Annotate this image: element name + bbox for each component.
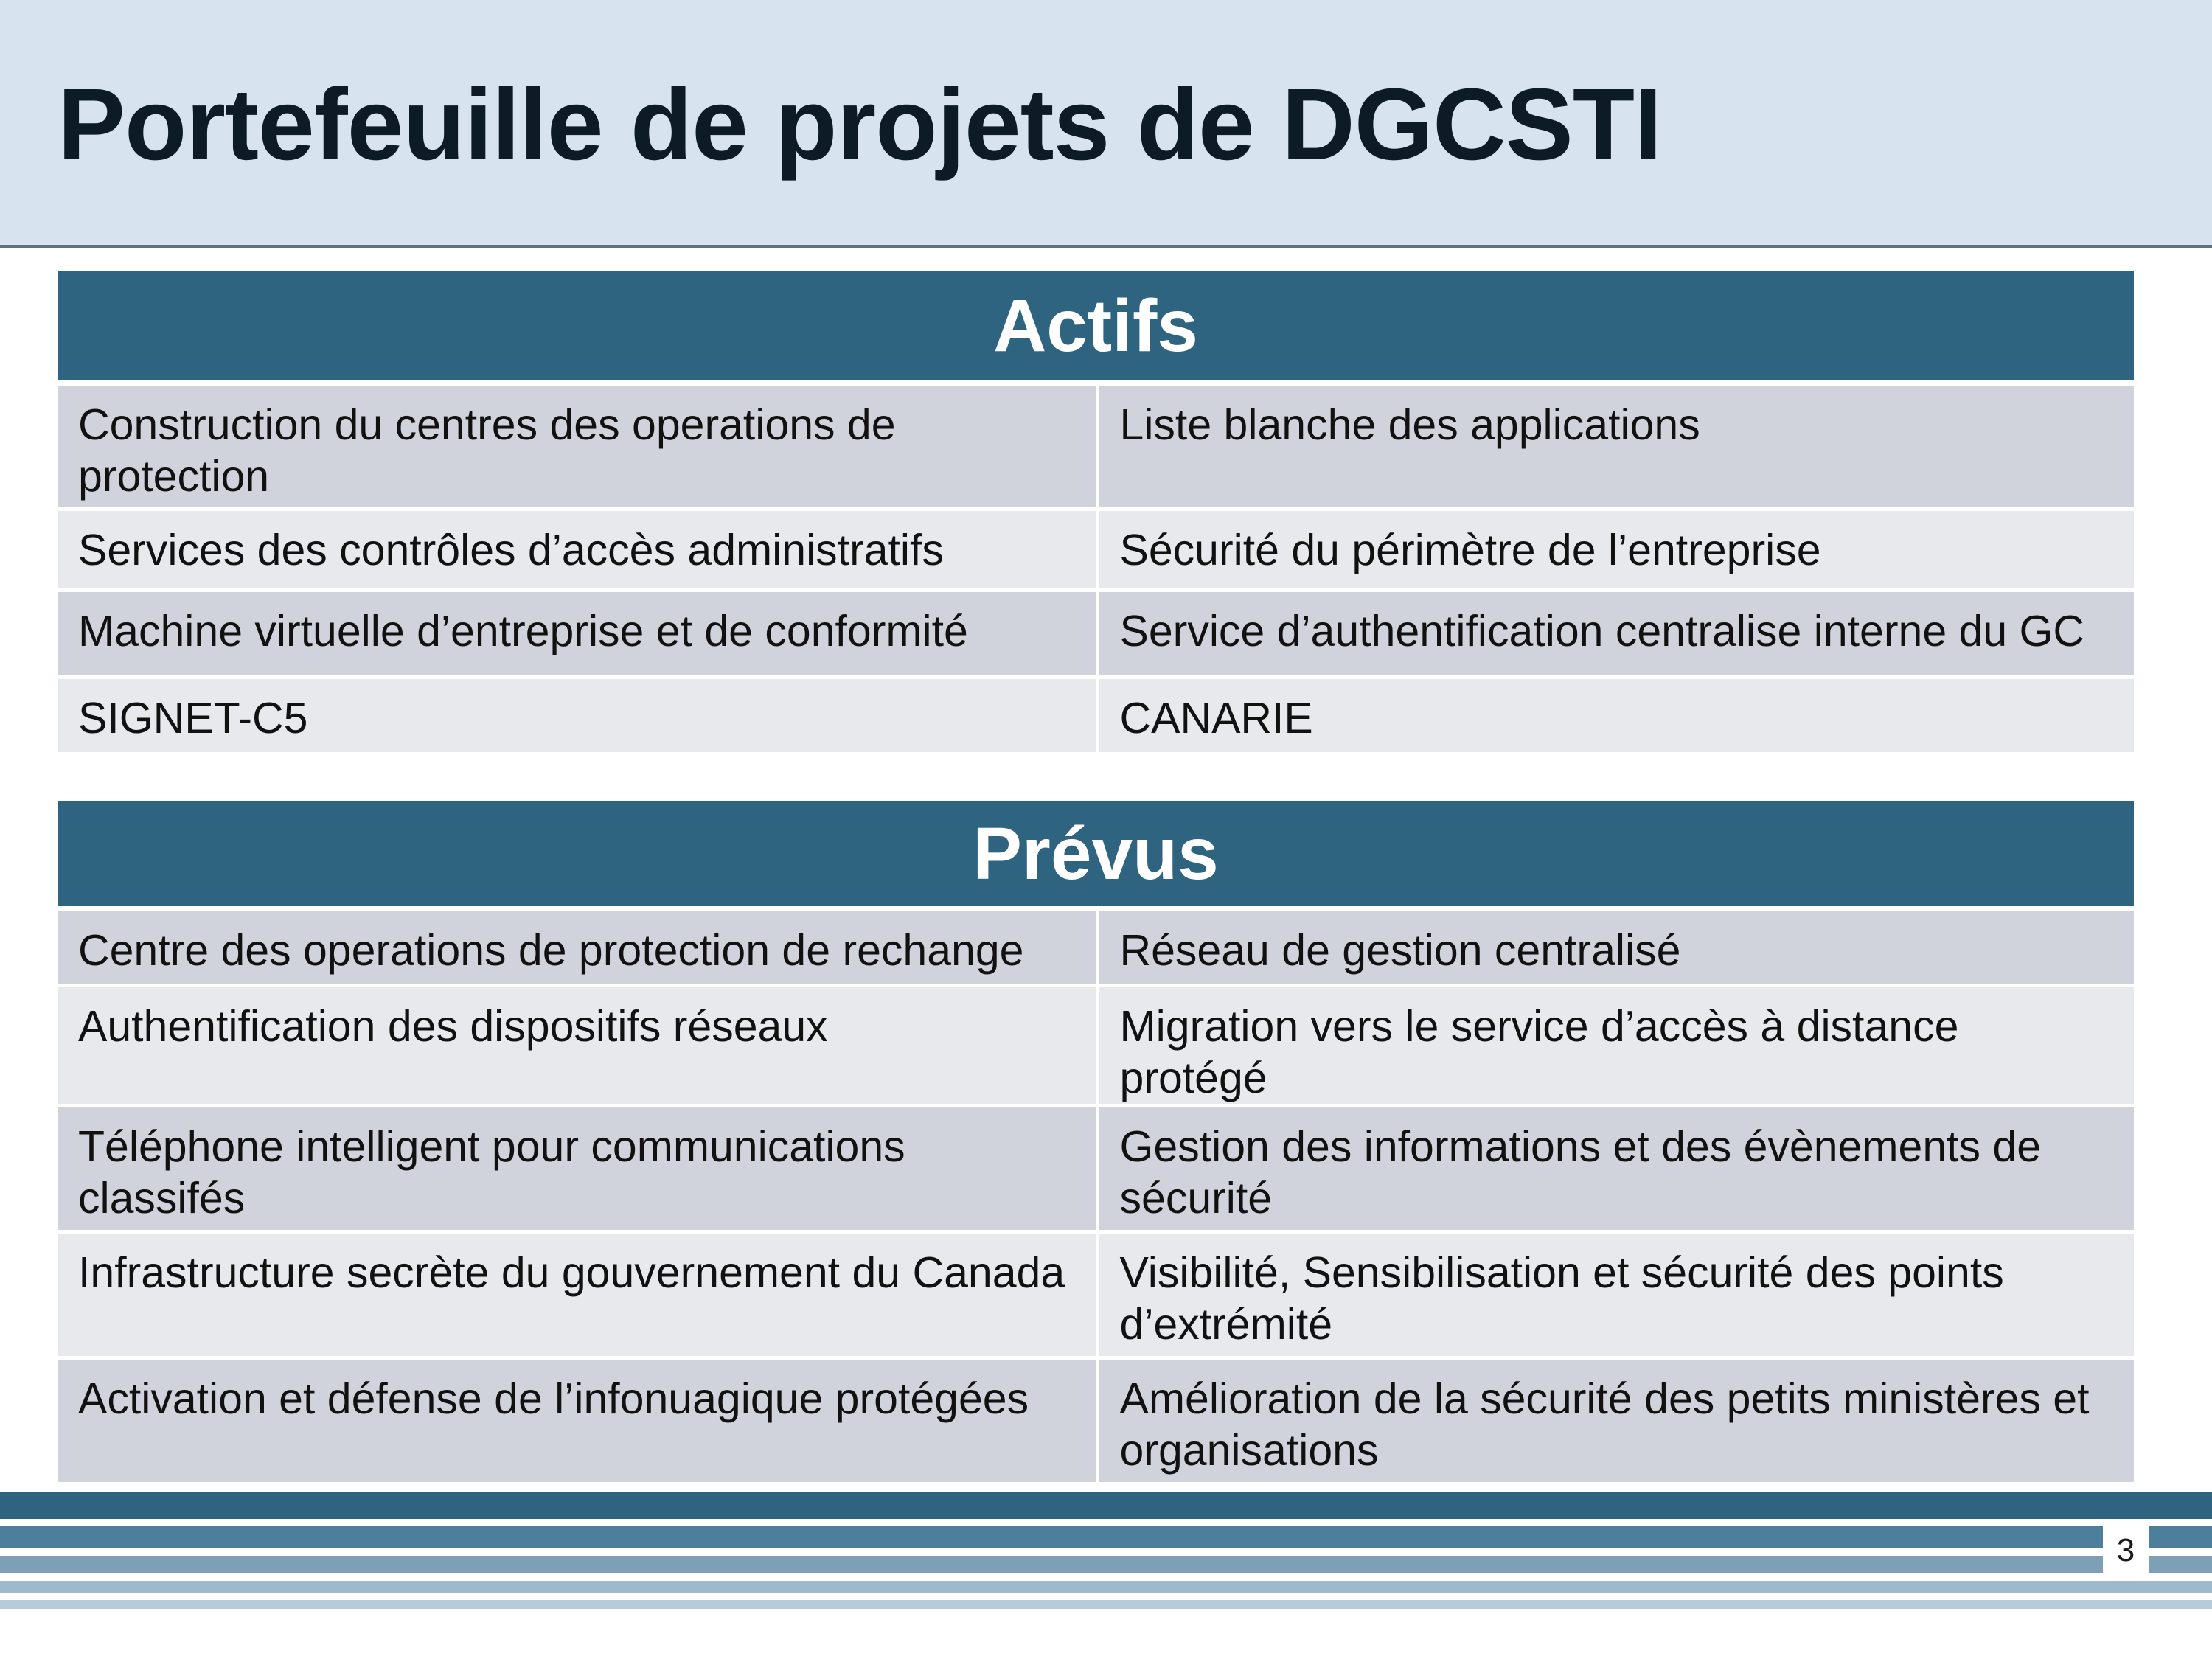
actifs-heading: Actifs [58,271,2134,383]
prevus-table [58,801,2134,1486]
table-row [58,678,2134,754]
table-cell: Réseau de gestion centralisé [1097,909,2134,986]
slide-header [0,0,2212,248]
table-row [58,509,2134,591]
table-cell: Machine virtuelle d’entreprise et de conformité [58,591,1097,678]
table-cell: Sécurité du périmètre de l’entreprise [1097,509,2134,591]
table-row [58,1232,2134,1358]
table-cell: Amélioration de la sécurité des petits ministères et organisations [1097,1358,2134,1484]
footer-band [0,1526,2212,1548]
footer-band [0,1600,2212,1609]
table-cell: Visibilité, Sensibilisation et sécurité des points d’extrémité [1097,1232,2134,1358]
table-cell: Construction du centres des operations de protection [58,383,1097,509]
table-cell: Téléphone intelligent pour communications classifés [58,1106,1097,1232]
page-number: 3 [2103,1526,2149,1575]
slide-title: Portefeuille de projets de DGCSTI [58,68,1662,181]
table-cell: Centre des operations de protection de rechange [58,909,1097,986]
table-row [58,1358,2134,1484]
table-cell: Liste blanche des applications [1097,383,2134,509]
table-cell: SIGNET-C5 [58,678,1097,754]
table-cell: Gestion des informations et des évènements de sécurité [1097,1106,2134,1232]
footer-band [0,1492,2212,1519]
footer-band [0,1556,2212,1573]
actifs-table [58,271,2134,756]
table-cell: Migration vers le service d’accès à distance protégé [1097,986,2134,1106]
table-cell: Services des contrôles d’accès administratifs [58,509,1097,591]
table-cell: CANARIE [1097,678,2134,754]
table-row [58,909,2134,986]
table-cell: Activation et défense de l’infonuagique protégées [58,1358,1097,1484]
table-cell: Service d’authentification centralise interne du GC [1097,591,2134,678]
table-cell: Infrastructure secrète du gouvernement du Canada [58,1232,1097,1358]
footer-band [0,1581,2212,1593]
table-row [58,986,2134,1106]
table-row [58,1106,2134,1232]
prevus-heading: Prévus [58,801,2134,909]
table-row [58,383,2134,509]
table-cell: Authentification des dispositifs réseaux [58,986,1097,1106]
table-row [58,591,2134,678]
